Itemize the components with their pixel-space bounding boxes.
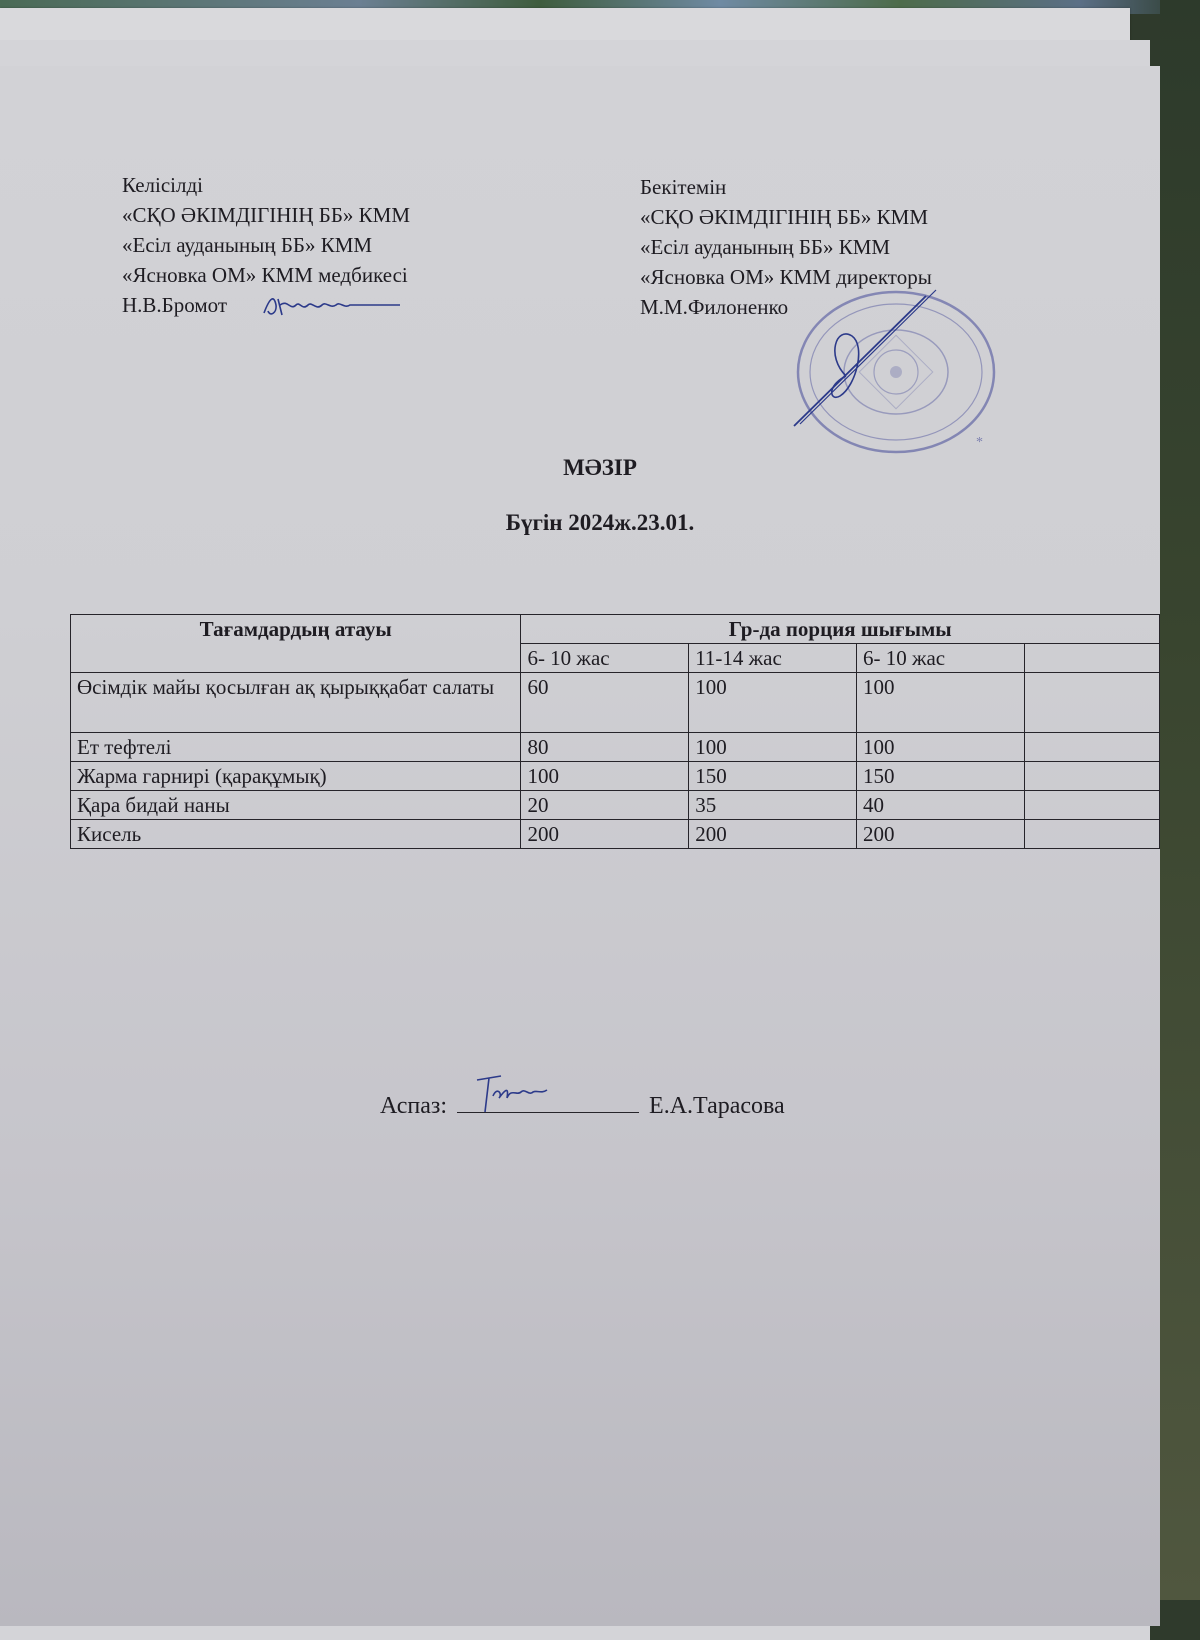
portion-value: 20 <box>521 791 689 820</box>
header-age-column <box>1024 644 1159 673</box>
portion-value <box>1024 820 1159 849</box>
portion-value: 100 <box>689 673 857 733</box>
signatory-name: Н.В.Бромот <box>122 293 228 317</box>
header-age-column: 11-14 жас <box>689 644 857 673</box>
portion-value: 150 <box>856 762 1024 791</box>
approval-line: «СҚО ӘКІМДІГІНІҢ ББ» КММ <box>640 205 929 229</box>
table-row <box>71 673 1160 733</box>
dish-name: Кисель <box>71 820 521 849</box>
document-title: МӘЗІР <box>563 455 637 480</box>
cook-label: Аспаз: <box>380 1093 448 1119</box>
table-row <box>71 820 1160 849</box>
portion-value: 200 <box>856 820 1024 849</box>
portion-value <box>1024 733 1159 762</box>
approval-line: «Ясновка ОМ» КММ директоры <box>640 265 932 289</box>
dish-name: Ет тефтелі <box>71 733 521 762</box>
portion-value: 100 <box>856 733 1024 762</box>
header-portion-group: Гр-да порция шығымы <box>521 615 1160 644</box>
dish-name: Өсімдік майы қосылған ақ қырыққабат салаты <box>71 673 521 733</box>
signatory-name: М.М.Филоненко <box>640 295 789 319</box>
approval-line: «Есіл ауданының ББ» КММ <box>640 235 891 259</box>
cook-signature-line <box>380 1090 785 1120</box>
portion-value: 60 <box>521 673 689 733</box>
portion-value <box>1024 673 1159 733</box>
portion-value: 200 <box>689 820 857 849</box>
dish-name: Қара бидай наны <box>71 791 521 820</box>
portion-value: 40 <box>856 791 1024 820</box>
cook-name: Е.А.Тарасова <box>649 1093 785 1119</box>
portion-value: 100 <box>856 673 1024 733</box>
portion-value <box>1024 791 1159 820</box>
portion-value <box>1024 762 1159 791</box>
svg-text:*: * <box>976 435 983 450</box>
table-header-row <box>71 615 1160 644</box>
background-scene-right <box>1160 0 1200 1600</box>
approval-block-agreed <box>122 170 410 320</box>
portion-value: 150 <box>689 762 857 791</box>
portion-value: 100 <box>521 762 689 791</box>
official-stamp-icon <box>786 286 998 458</box>
portion-value: 200 <box>521 820 689 849</box>
menu-table <box>70 614 1160 849</box>
table-row <box>71 762 1160 791</box>
table-row <box>71 791 1160 820</box>
approval-line: «Есіл ауданының ББ» КММ <box>122 233 373 257</box>
signature-blank <box>457 1090 639 1113</box>
header-age-column: 6- 10 жас <box>521 644 689 673</box>
approval-heading: Келісілді <box>122 173 203 197</box>
handwritten-signature-icon <box>260 295 410 319</box>
approval-signatory <box>122 290 410 320</box>
handwritten-signature-icon <box>471 1072 561 1116</box>
table-row <box>71 733 1160 762</box>
portion-value: 35 <box>689 791 857 820</box>
header-age-column: 6- 10 жас <box>856 644 1024 673</box>
dish-name: Жарма гарнирі (қарақұмық) <box>71 762 521 791</box>
approval-line: «Ясновка ОМ» КММ медбикесі <box>122 263 408 287</box>
portion-value: 100 <box>689 733 857 762</box>
document-date: Бүгін 2024ж.23.01. <box>505 510 695 535</box>
approval-heading: Бекітемін <box>640 175 727 199</box>
approval-line: «СҚО ӘКІМДІГІНІҢ ББ» КММ <box>122 203 411 227</box>
portion-value: 80 <box>521 733 689 762</box>
header-dish-name: Тағамдардың атауы <box>71 615 521 673</box>
